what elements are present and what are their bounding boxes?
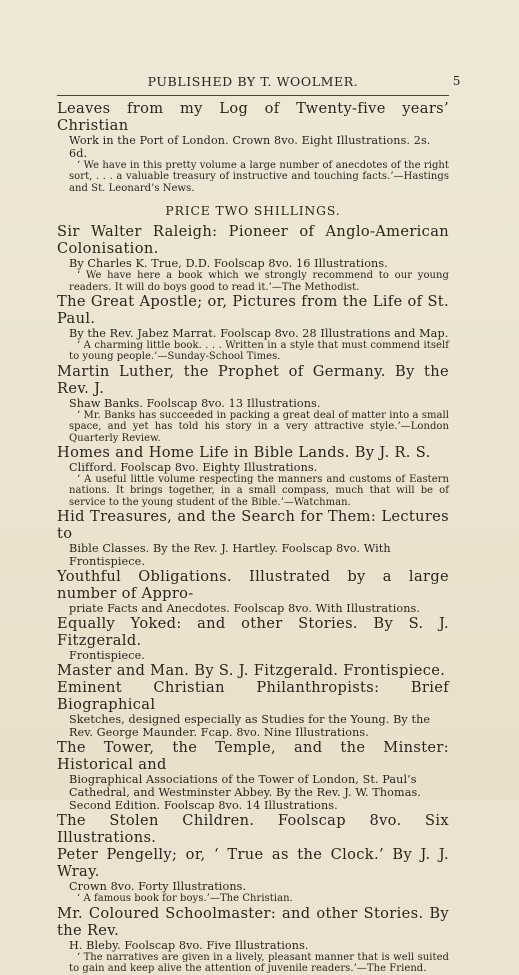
entry-detail: Work in the Port of London. Crown 8vo. Eight Illustrations. 2s. 6d.	[69, 134, 431, 160]
entry-title: The Great Apostle; or, Pictures from the Life of St. Paul.	[57, 293, 449, 328]
book-entry-youthful-obligations	[57, 568, 449, 615]
entry-title: Youthful Obligations. Illustrated by a large number of Appro-	[57, 568, 449, 603]
book-entry-equally-yoked	[57, 615, 449, 662]
entry-review-quote: ‘ We have here a book which we strongly recommend to our young readers. It will do boys good to read it.’—The Methodist.	[69, 270, 449, 293]
entry-detail: Frontispiece.	[69, 649, 145, 663]
section-heading: PRICE TWO SHILLINGS.	[165, 204, 341, 219]
entry-detail: Crown 8vo. Forty Illustrations.	[69, 880, 247, 894]
book-entry-leaves-from-my-log	[57, 100, 449, 194]
entry-detail: By the Rev. Jabez Marrat. Foolscap 8vo. 28 Illustrations and Map.	[69, 327, 449, 341]
entry-title: Equally Yoked: and other Stories. By S. J. Fitzgerald.	[57, 615, 449, 650]
entry-title: Peter Pengelly; or, ‘ True as the Clock.’ By J. J. Wray.	[57, 846, 449, 881]
entry-detail: priate Facts and Anecdotes. Foolscap 8vo. With Illustrations.	[69, 602, 421, 616]
entry-title: Homes and Home Life in Bible Lands. By J. R. S.	[57, 444, 431, 462]
entry-detail: Biographical Associations of the Tower of London, St. Paul’s Cathedral, and Westminster Abbey. By the Rev. J. W. Thomas. Second Edition. Foolscap 8vo. 14 Illustrations.	[69, 773, 421, 813]
book-entry-sir-walter-raleigh	[57, 223, 449, 293]
header-text: PUBLISHED BY T. WOOLMER.	[147, 74, 359, 89]
entry-title: Martin Luther, the Prophet of Germany. By the Rev. J.	[57, 362, 449, 397]
header-rule	[57, 95, 449, 96]
book-entry-homes-in-bible-lands	[57, 444, 449, 508]
book-entry-hid-treasures	[57, 508, 449, 568]
entry-title: Leaves from my Log of Twenty-five years’ Christian	[57, 100, 449, 134]
entry-title: Master and Man. By S. J. Fitzgerald. Frontispiece.	[57, 662, 446, 680]
book-entry-master-and-man	[57, 662, 449, 679]
book-entry-great-apostle	[57, 293, 449, 363]
entry-title: Hid Treasures, and the Search for Them: Lectures to	[57, 508, 449, 543]
book-entry-tower-temple-minster	[57, 739, 449, 812]
entry-review-quote: ‘ A useful little volume respecting the manners and customs of Eastern nations. It brings together, in a small compass, much that will be of service to the young student of the Bible.’—Watchman.	[69, 474, 449, 508]
entry-title: The Stolen Children. Foolscap 8vo. Six Illustrations.	[57, 812, 449, 847]
book-entry-eminent-philanthropists	[57, 679, 449, 739]
entry-title: Mr. Coloured Schoolmaster: and other Stories. By the Rev.	[57, 904, 449, 939]
book-entry-martin-luther	[57, 363, 449, 444]
book-entry-peter-pengelly	[57, 846, 449, 904]
entry-detail: By Charles K. True, D.D. Foolscap 8vo. 16 Illustrations.	[69, 257, 388, 271]
book-entry-coloured-schoolmaster	[57, 905, 449, 975]
entry-detail: Sketches, designed especially as Studies for the Young. By the Rev. George Maunder. Fcap. 8vo. Nine Illustrations.	[69, 713, 431, 740]
entry-review-quote: ‘ We have in this pretty volume a large number of anecdotes of the right sort, . . . a valuable treasury of instructive and touching facts.’—Hastings and St. Leonard’s News.	[69, 160, 449, 194]
entry-detail: H. Bleby. Foolscap 8vo. Five Illustrations.	[69, 938, 309, 952]
entry-review-quote: ‘ A famous book for boys.’—The Christian.	[77, 893, 293, 905]
entry-list	[57, 223, 449, 974]
entry-review-quote: ‘ The narratives are given in a lively, pleasant manner that is well suited to gain and keep alive the attention of juvenile readers.’—The Friend.	[69, 951, 449, 975]
page-header	[57, 74, 461, 90]
entry-title: Sir Walter Raleigh: Pioneer of Anglo-American Colonisation.	[57, 223, 449, 258]
entry-detail: Clifford. Foolscap 8vo. Eighty Illustrations.	[69, 461, 318, 475]
book-entry-stolen-children	[57, 812, 449, 846]
entry-title: The Tower, the Temple, and the Minster: Historical and	[57, 739, 449, 774]
entry-title: Eminent Christian Philanthropists: Brief Biographical	[57, 679, 449, 714]
entry-review-quote: ‘ A charming little book. . . . Written in a style that must commend itself to young people.’—Sunday-School Times.	[69, 340, 449, 363]
page-number: 5	[452, 74, 461, 88]
entry-detail: Shaw Banks. Foolscap 8vo. 13 Illustrations.	[69, 396, 321, 410]
entry-review-quote: ‘ Mr. Banks has succeeded in packing a great deal of matter into a small space, and yet has told his story in a very attractive style.’—London Quarterly Review.	[69, 409, 449, 444]
entry-detail: Bible Classes. By the Rev. J. Hartley. Foolscap 8vo. With Frontispiece.	[69, 542, 391, 569]
